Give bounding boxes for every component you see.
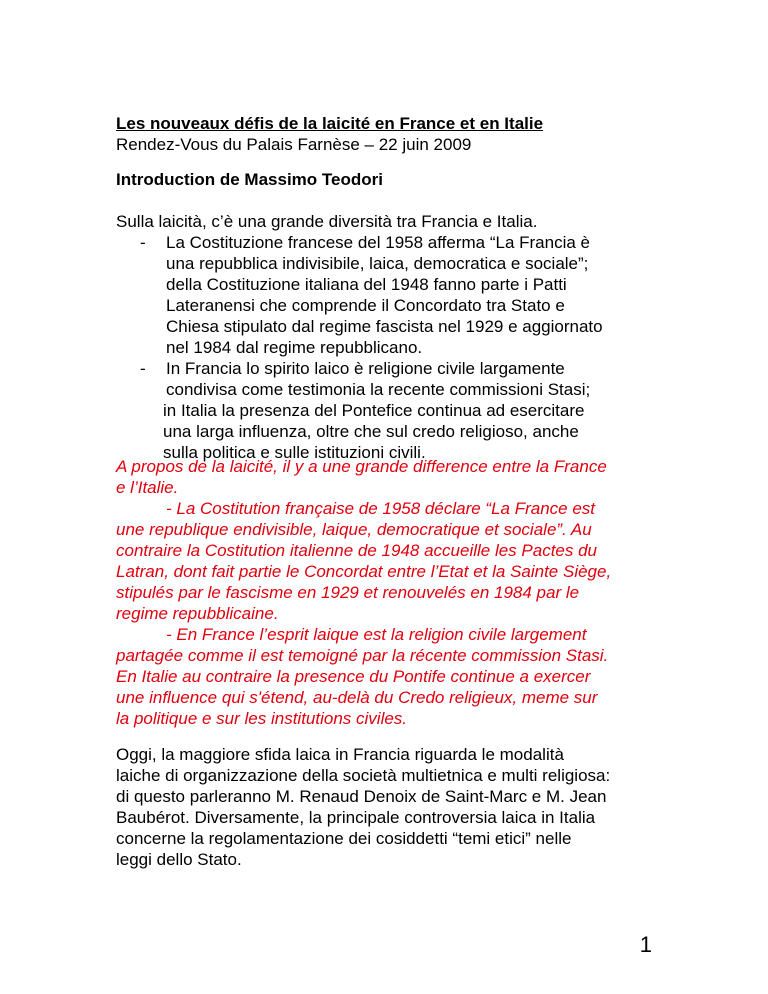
text-line: - La Costitution française de 1958 déclare “La France est <box>166 499 596 518</box>
text-line: una repubblica indivisibile, laica, democratica e sociale”; <box>166 254 589 273</box>
list-item <box>116 232 676 358</box>
text-line: Oggi, la maggiore sfida laica in Francia riguarda le modalità <box>116 745 564 764</box>
list-dash: - <box>140 359 146 378</box>
text-line: nel 1984 dal regime repubblicano. <box>166 338 423 357</box>
text-line: Baubérot. Diversamente, la principale controversia laica in Italia <box>116 808 596 827</box>
text-line: A propos de la laicité, il y a une grande difference entre la France <box>116 457 607 476</box>
french-translation-paragraph <box>116 456 661 729</box>
list-dash: - <box>140 233 146 252</box>
italian-dash-list <box>116 232 676 463</box>
list-item <box>116 358 676 463</box>
text-line: leggi dello Stato. <box>116 850 242 869</box>
document-title: Les nouveaux défis de la laicité en France et en Italie <box>116 114 544 133</box>
text-line: contraire la Costitution italienne de 1948 accueille les Pactes du <box>116 541 598 560</box>
text-line: regime repubblicaine. <box>116 604 279 623</box>
text-line: Chiesa stipulato dal regime fascista nel 1929 e aggiornato <box>166 317 603 336</box>
intro-heading: Introduction de Massimo Teodori <box>116 170 383 189</box>
text-line: sulla politica e sulle istituzioni civili. <box>163 443 426 462</box>
text-line: la politique e sur les institutions civiles. <box>116 709 408 728</box>
text-line: concerne la regolamentazione dei cosiddetti “temi etici” nelle <box>116 829 572 848</box>
text-line: - En France l’esprit laique est la religion civile largement <box>166 625 587 644</box>
text-line: Latran, dont fait partie le Concordat entre l’Etat et la Sainte Siège, <box>116 562 612 581</box>
text-line: della Costituzione italiana del 1948 fanno parte i Patti <box>166 275 567 294</box>
text-line: une republique endivisible, laique, democratique et sociale”. Au <box>116 520 592 539</box>
text-line: Lateranensi che comprende il Concordato tra Stato e <box>166 296 565 315</box>
page-number: 1 <box>639 932 652 957</box>
text-line: stipulés par le fascisme en 1929 et renouvelés en 1984 par le <box>116 583 580 602</box>
text-line: partagée comme il est temoigné par la récente commission Stasi. <box>116 646 609 665</box>
text-line: In Francia lo spirito laico è religione civile largamente <box>166 359 565 378</box>
text-line: une influence qui s'étend, au-delà du Credo religieux, meme sur <box>116 688 598 707</box>
text-line: una larga influenza, oltre che sul credo religioso, anche <box>163 422 579 441</box>
document-subtitle: Rendez-Vous du Palais Farnèse – 22 juin 2009 <box>116 135 472 154</box>
text-line: laiche di organizzazione della società multietnica e multi religiosa: <box>116 766 611 785</box>
text-line: En Italie au contraire la presence du Pontife continue a exercer <box>116 667 591 686</box>
text-line: di questo parleranno M. Renaud Denoix de Saint-Marc e M. Jean <box>116 787 607 806</box>
text-line: La Costituzione francese del 1958 afferma “La Francia è <box>166 233 590 252</box>
text-line: condivisa come testimonia la recente commissioni Stasi; <box>166 380 591 399</box>
text-line: e l’Italie. <box>116 478 179 497</box>
italian-lead-paragraph: Sulla laicità, c’è una grande diversità tra Francia e Italia. <box>116 212 538 231</box>
closing-paragraph <box>116 744 676 870</box>
text-line: in Italia la presenza del Pontefice continua ad esercitare <box>163 401 585 420</box>
